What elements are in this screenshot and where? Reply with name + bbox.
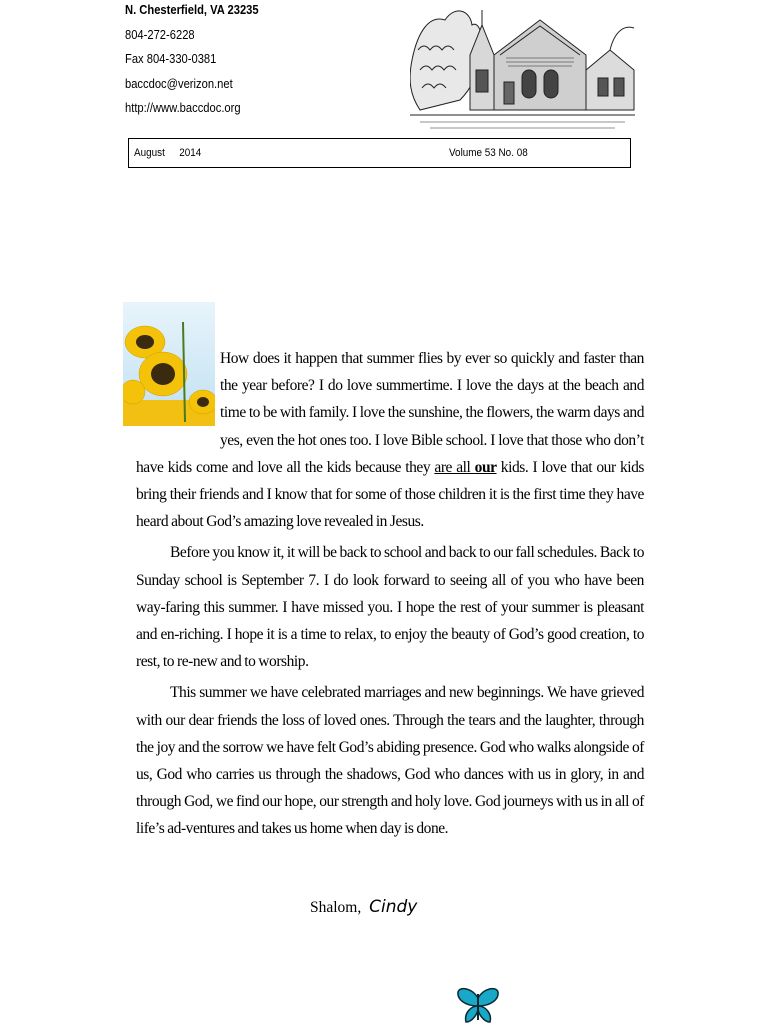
church-illustration xyxy=(410,0,635,134)
issue-volume: Volume 53 No. 08 xyxy=(449,147,528,159)
underlined-phrase: are all our xyxy=(434,458,497,476)
signoff xyxy=(310,897,417,917)
letter-paragraph-3: This summer we have celebrated marriages and new beginnings. We have grieved with our dear friends the loss of loved ones. Through the tears and the laughter, through the joy and the sorrow we have felt God’s abiding presence. God who walks alongside of us, God who carries us through the shadows, God who dances with us in glory, in and through God, we find our hope, our strength and holy love. God journeys with us in all of life’s ad-ventures and takes us home when day is done. xyxy=(136,684,644,838)
letter-paragraph-2: Before you know it, it will be back to school and back to our fall schedules. Back to Sunday school is September 7. I do look forward to seeing all of you who have been way-faring this summer. I have missed you. I hope the rest of your summer is pleasant and en-riching. I hope it is a time to relax, to enjoy the beauty of God’s good creation, to rest, to re-new and to worship. xyxy=(136,544,644,671)
address: N. Chesterfield, VA 23235 xyxy=(125,2,259,17)
email: baccdoc@verizon.net xyxy=(125,75,233,91)
fax: Fax 804-330-0381 xyxy=(125,51,217,66)
letter-paragraph-1: How does it happen that summer flies by ever so quickly and faster than the year before? I do love summertime. I love the days at the beach and time to be with family. I love the sunshine, the flowers, the warm days and yes, even the hot ones too. I love Bible school. I love that those who don’t have kids come and love all the kids because they are all our kids. I love that our kids bring their friends and I know that for some of those children it is the first time they have heard about God’s amazing love revealed in Jesus. xyxy=(136,350,644,531)
butterfly-icon xyxy=(456,986,500,1024)
website: http://www.baccdoc.org xyxy=(125,100,241,115)
phone: 804-272-6228 xyxy=(125,26,195,42)
issue-box xyxy=(128,138,631,168)
contact-block xyxy=(125,0,280,123)
signature: Cindy xyxy=(369,897,418,917)
issue-month: August xyxy=(134,147,165,159)
closing: Shalom, xyxy=(310,899,362,916)
letter-body xyxy=(136,345,644,847)
issue-year: 2014 xyxy=(179,147,202,159)
